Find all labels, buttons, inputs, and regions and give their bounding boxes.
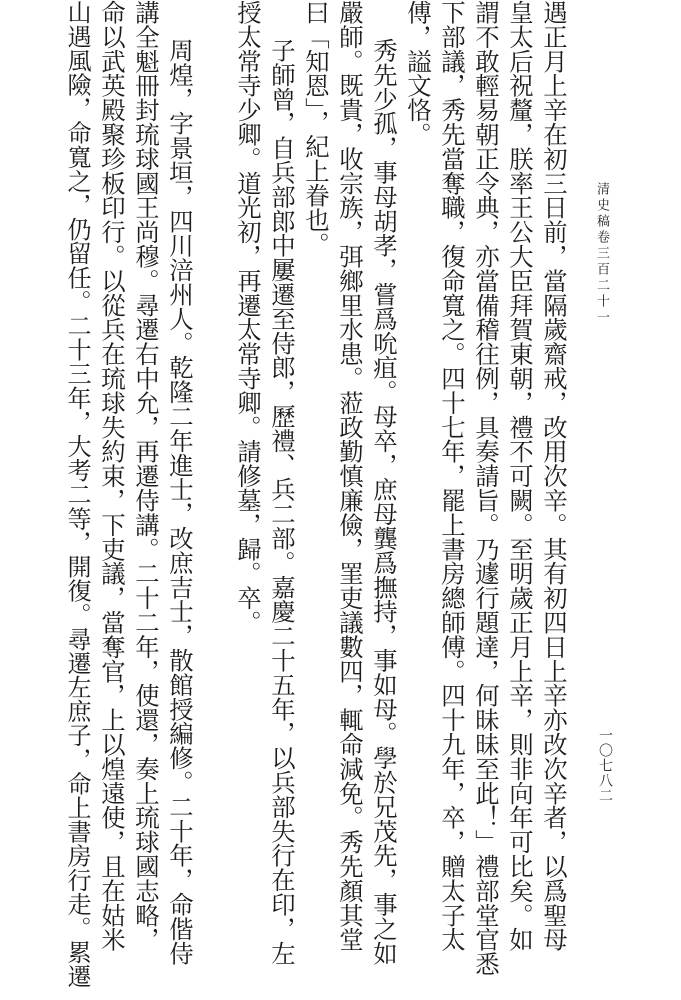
text-line: 曰「知恩」，紀上眷也。 — [301, 0, 330, 257]
text-line: 子師曾，自兵部郎中屢遷至侍郎，歷禮、兵二部。嘉慶二十五年，以兵部失行在印，左 — [267, 38, 296, 966]
text-line: 嚴師。既貴，收宗族，弭鄉里水患。蒞政勤慎廉儉，罣吏議數四，輒命減免。秀先顏其堂 — [335, 0, 364, 952]
text-line: 謂不敢輕易朝正令典，亦當備稽往例，具奏請旨。乃遽行題達，何昧昧至此！」禮部堂官悉 — [471, 0, 500, 976]
text-line: 傅，謚文恪。 — [403, 0, 432, 147]
text-line: 秀先少孤，事母胡孝，嘗爲吮疽。母卒，庶母龔爲撫持，事如母。學於兄茂先，事之如 — [369, 38, 398, 966]
text-line: 皇太后祝釐，朕率王公大臣拜賀東朝，禮不可闕。至明歲正月上辛，則非向年可比矣。如 — [505, 0, 534, 952]
text-line: 授太常寺少卿。道光初，再遷太常寺卿。請修墓，歸。卒。 — [233, 0, 262, 635]
running-title: 清史稿卷三百二十一 — [594, 182, 609, 326]
text-line: 講全魁冊封琉球國王尚穆。尋遷右中允，再遷侍講。二十二年，使還，奏上琉球國志略， — [131, 0, 160, 952]
text-line: 周煌，字景垣，四川涪州人。乾隆二年進士，改庶吉士，散館授編修。二十年，命偕侍 — [165, 38, 194, 966]
text-line: 命以武英殿聚珍板印行。以從兵在琉球失約束，下吏議，當奪官，上以煌遠使，且在姑米 — [97, 0, 126, 952]
text-line: 下部議，秀先當奪職，復命寬之。四十七年，罷上書房總師傅。四十九年，卒，贈太子太 — [437, 0, 466, 952]
text-line: 遇正月上辛在初三日前，當隔歲齋戒，改用次辛。其有初四日上辛亦改次辛者，以爲聖母 — [539, 0, 568, 952]
text-line: 山遇風險，命寬之，仍留任。二十三年，大考二等，開復。尋遷左庶子，命上書房行走。累遷 — [63, 0, 91, 989]
page-number: 一〇七八二 — [597, 728, 613, 803]
